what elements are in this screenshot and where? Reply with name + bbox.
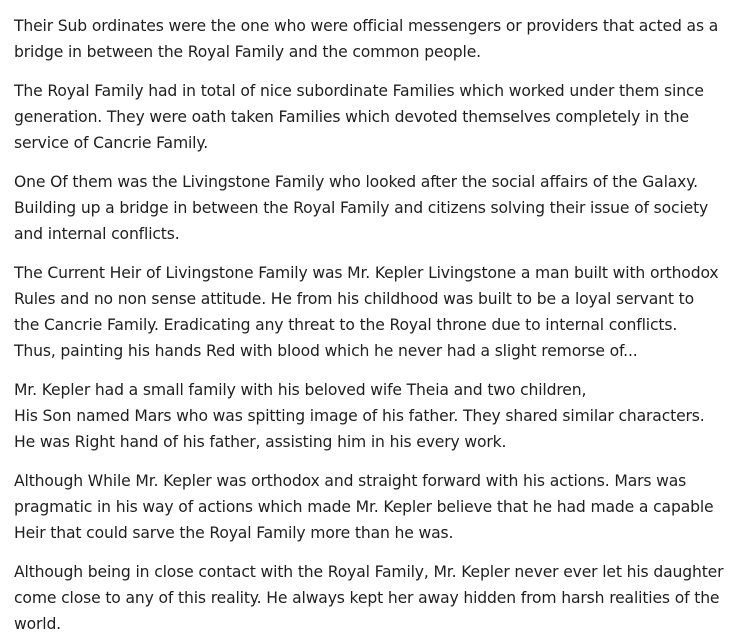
text-line: He was Right hand of his father, assisting him in his every work. (14, 433, 507, 451)
text-line: Building up a bridge in between the Royal Family and citizens solving their issue of society (14, 199, 709, 217)
text-line: world. (14, 615, 61, 633)
text-line: Thus, painting his hands Red with blood which he never had a slight remorse of... (14, 342, 638, 360)
text-line: the Cancrie Family. Eradicating any threat to the Royal throne due to internal conflicts. (14, 316, 678, 334)
text-line: Heir that could sarve the Royal Family more than he was. (14, 524, 454, 542)
text-line: The Royal Family had in total of nice subordinate Families which worked under them since (14, 82, 704, 100)
text-line: Although being in close contact with the Royal Family, Mr. Kepler never ever let his daughter (14, 563, 724, 581)
text-line: pragmatic in his way of actions which made Mr. Kepler believe that he had made a capable (14, 498, 714, 516)
paragraph-4 (14, 260, 736, 364)
text-line: The Current Heir of Livingstone Family was Mr. Kepler Livingstone a man built with orthodox (14, 264, 719, 282)
text-line: Their Sub ordinates were the one who were official messengers or providers that acted as a (14, 17, 719, 35)
text-line: and internal conflicts. (14, 225, 180, 243)
paragraph-3 (14, 169, 736, 247)
paragraph-7 (14, 559, 736, 637)
text-line: generation. They were oath taken Families which devoted themselves completely in the (14, 108, 689, 126)
text-line: come close to any of this reality. He always kept her away hidden from harsh realities of the (14, 589, 720, 607)
text-line: His Son named Mars who was spitting image of his father. They shared similar characters. (14, 407, 705, 425)
text-line: Mr. Kepler had a small family with his beloved wife Theia and two children, (14, 381, 587, 399)
text-line: service of Cancrie Family. (14, 134, 209, 152)
text-line: Although While Mr. Kepler was orthodox and straight forward with his actions. Mars was (14, 472, 687, 490)
text-line: Rules and no non sense attitude. He from his childhood was built to be a loyal servant to (14, 290, 695, 308)
paragraph-1 (14, 13, 736, 65)
text-line: bridge in between the Royal Family and the common people. (14, 43, 481, 61)
paragraph-5 (14, 377, 736, 455)
paragraph-2 (14, 78, 736, 156)
paragraph-6 (14, 468, 736, 546)
text-line: One Of them was the Livingstone Family who looked after the social affairs of the Galaxy. (14, 173, 698, 191)
